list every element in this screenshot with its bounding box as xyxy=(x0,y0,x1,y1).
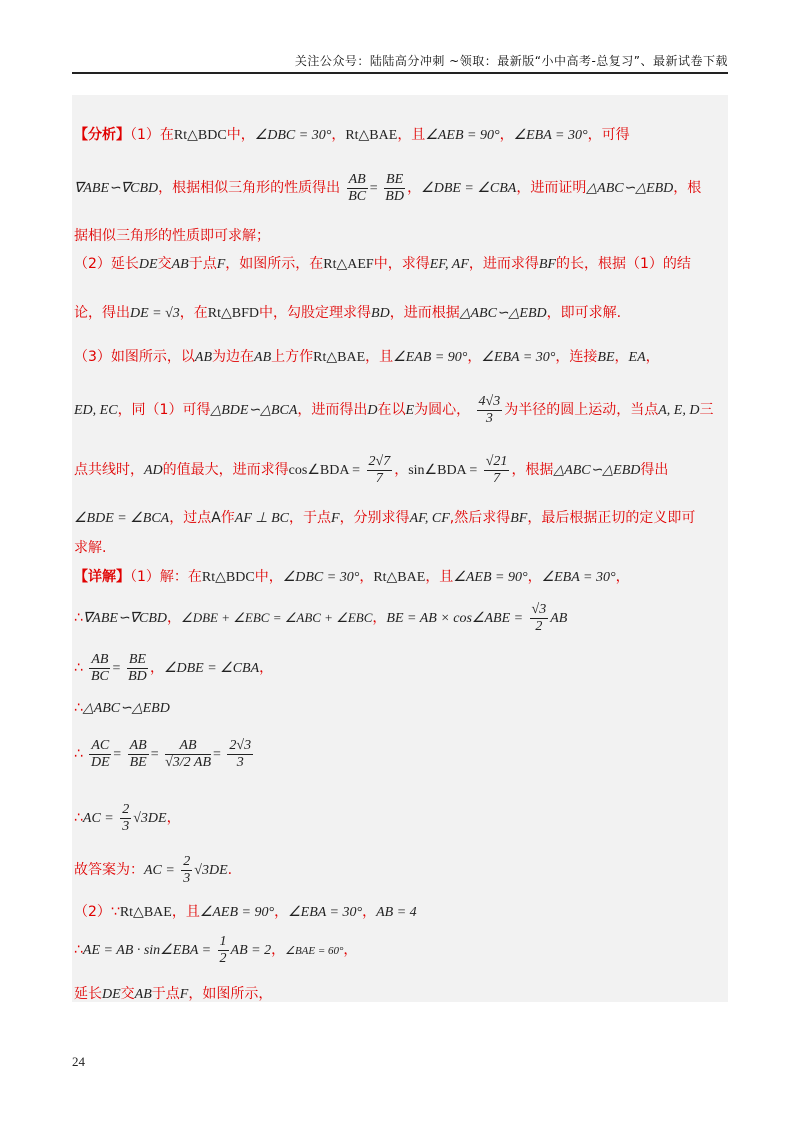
solution-line-4: ∴△ABC∽△EBD xyxy=(74,700,170,716)
solution-line-7: 故答案为：AC = $\frac{2}{3}$ √3DE. xyxy=(74,853,233,886)
fraction: $\frac{1}{2}$ xyxy=(219,933,227,966)
analysis-line-4: （2）延长DE交AB于点F，如图所示，在Rt△AEF中，求得EF, AF，进而求得BF的长，根据（1）的结 xyxy=(74,256,691,272)
solution-line-5: ∴ $\frac{AC}{DE}$ = $\frac{AB}{BE}$ = $\frac{AB}{√3/2 AB}$ = $\frac{2√3}{3}$ xyxy=(74,737,252,770)
header-rule xyxy=(72,72,728,74)
fraction: $\frac{4√3}{3}$ xyxy=(478,393,501,426)
analysis-line-9: ∠BDE = ∠BCA，过点A作AF ⊥ BC，于点F，分别求得AF, CF,然后求得BF，最后根据正切的定义即可 xyxy=(74,510,696,526)
fraction: $\frac{AB}{BC}$ xyxy=(90,651,109,684)
analysis-line-2: ∇ABE∽∇CBD，根据相似三角形的性质得出 $\frac{AB}{BC}$ = $\frac{BE}{BD}$ ，∠DBE = ∠CBA，进而证明△ABC∽△EBD，根 xyxy=(74,171,702,204)
page-header: 关注公众号：陆陆高分冲刺 ~领取：最新版“小中高考-总复习”、最新试卷下载 xyxy=(294,54,728,68)
analysis-line-1: 【分析】（1）在Rt△BDC中，∠DBC = 30°，Rt△BAE，且∠AEB = 90°，∠EBA = 30°，可得 xyxy=(74,127,630,143)
solution-line-3: ∴ $\frac{AB}{BC}$ = $\frac{BE}{BD}$ ，∠DBE = ∠CBA， xyxy=(74,651,274,684)
fraction: $\frac{BE}{BD}$ xyxy=(128,651,147,684)
fraction: $\frac{2√7}{7}$ xyxy=(368,453,391,486)
fraction: $\frac{√3}{2}$ xyxy=(531,601,547,634)
fraction: $\frac{2√3}{3}$ xyxy=(229,737,252,770)
fraction: $\frac{2}{3}$ xyxy=(122,801,130,834)
analysis-line-3: 据相似三角形的性质即可求解； xyxy=(74,228,270,244)
solution-line-6: ∴AC = $\frac{2}{3}$ √3DE， xyxy=(74,801,181,834)
solution-line-10: 延长DE交AB于点F，如图所示， xyxy=(74,986,273,1002)
solution-line-2: ∴∇ABE∽∇CBD，∠DBE + ∠EBC = ∠ABC + ∠EBC，BE = AB × cos∠ABE = $\frac{√3}{2}$ AB xyxy=(74,601,568,634)
page-number: 24 xyxy=(72,1054,85,1069)
analysis-tag: 【分析】 xyxy=(74,127,130,143)
fraction: $\frac{BE}{BD}$ xyxy=(385,171,404,204)
fraction: $\frac{AB}{√3/2 AB}$ xyxy=(165,737,212,770)
fraction: $\frac{AC}{DE}$ xyxy=(90,737,110,770)
fraction: $\frac{√21}{7}$ xyxy=(485,453,508,486)
analysis-line-8: 点共线时，AD的值最大，进而求得cos∠BDA = $\frac{2√7}{7}$ ，sin∠BDA = $\frac{√21}{7}$ ，根据△ABC∽△EBD得出 xyxy=(74,453,669,486)
analysis-line-5: 论，得出DE = √3，在Rt△BFD中，勾股定理求得BD，进而根据△ABC∽△EBD，即可求解. xyxy=(74,305,622,321)
solution-line-8: （2）∵Rt△BAE，且∠AEB = 90°，∠EBA = 30°，AB = 4 xyxy=(74,904,417,920)
analysis-line-7: ED, EC，同（1）可得△BDE∽△BCA，进而得出D在以E为圆心， $\frac{4√3}{3}$ 为半径的圆上运动，当点A, E, D三 xyxy=(74,393,714,426)
fraction: $\frac{2}{3}$ xyxy=(183,853,191,886)
solution-tag: 【详解】 xyxy=(74,569,130,585)
solution-line-9: ∴AE = AB · sin∠EBA = $\frac{1}{2}$ AB = 2，∠BAE = 60°， xyxy=(74,933,358,966)
fraction: $\frac{AB}{BE}$ xyxy=(129,737,147,770)
solution-line-1: 【详解】（1）解：在Rt△BDC中，∠DBC = 30°，Rt△BAE，且∠AEB = 90°，∠EBA = 30°， xyxy=(74,569,630,585)
analysis-line-6: （3）如图所示，以AB为边在AB上方作Rt△BAE，且∠EAB = 90°，∠EBA = 30°，连接BE，EA， xyxy=(74,349,660,365)
fraction: $\frac{AB}{BC}$ xyxy=(348,171,367,204)
analysis-line-10: 求解. xyxy=(74,540,107,556)
